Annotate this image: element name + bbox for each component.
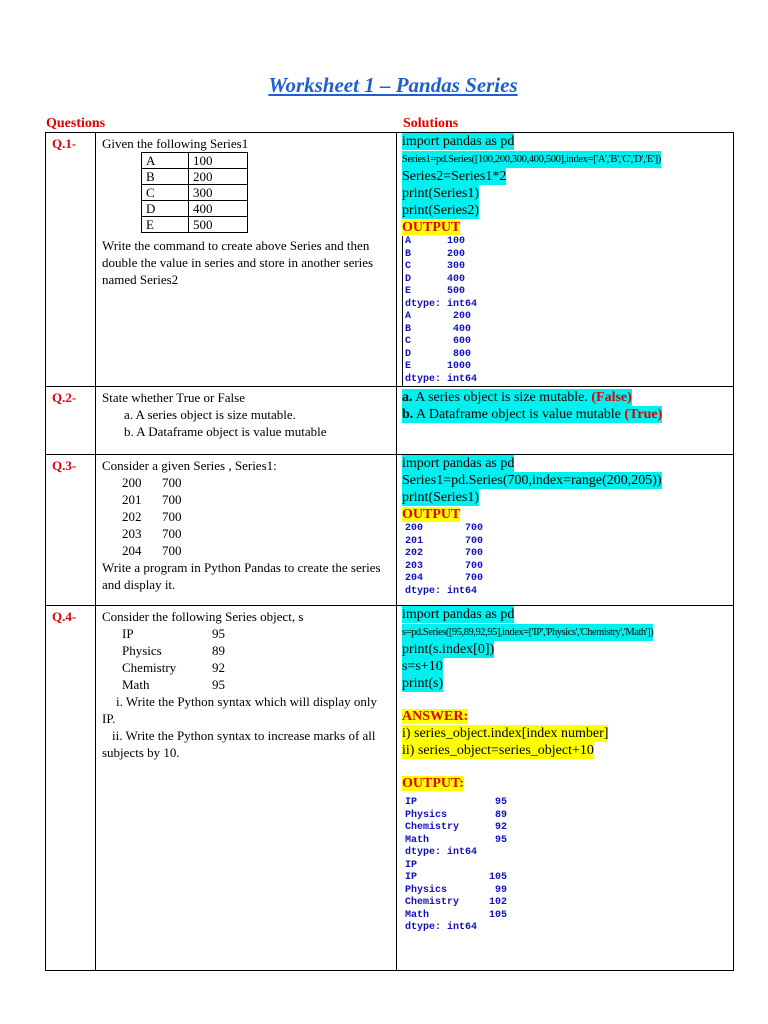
output-label: OUTPUT xyxy=(402,220,461,235)
code-line: print(s.index[0]) xyxy=(402,642,495,657)
answer-line: b. A Dataframe object is value mutable (True) xyxy=(402,407,663,422)
series-table-row xyxy=(142,185,248,201)
question-item: a. A series object is size mutable. xyxy=(124,407,296,422)
series-value: 100 xyxy=(189,153,248,169)
question-intro: Consider the following Series object, s xyxy=(102,609,304,624)
code-line: s=s+10 xyxy=(402,659,443,674)
code-line: Series2=Series1*2 xyxy=(402,169,507,184)
series-index: A xyxy=(142,153,189,169)
output-label: OUTPUT: xyxy=(402,776,464,791)
series-index: E xyxy=(142,217,189,233)
solutions-header: Solutions xyxy=(403,116,459,131)
series-value: 400 xyxy=(189,201,248,217)
series-table-row xyxy=(142,169,248,185)
series-pair: 201 700 xyxy=(122,492,182,507)
series-pair: 202 700 xyxy=(122,509,182,524)
answer-line: a. A series object is size mutable. (False) xyxy=(402,390,632,405)
answer-line: i) series_object.index[index number] xyxy=(402,726,609,741)
series-value: 500 xyxy=(189,217,248,233)
series-index: D xyxy=(142,201,189,217)
question-intro: Given the following Series1 xyxy=(102,136,249,151)
question-intro: Consider a given Series , Series1: xyxy=(102,458,277,473)
question-row-2 xyxy=(46,387,734,455)
answer-label: ANSWER: xyxy=(402,709,469,724)
questions-header: Questions xyxy=(46,116,106,131)
series-pair: 204 700 xyxy=(122,543,182,558)
sub-question-i: i. Write the Python syntax which will display only IP. xyxy=(102,694,378,726)
question-number: Q.1- xyxy=(46,133,96,387)
series-table-row xyxy=(142,201,248,217)
series-table-row xyxy=(142,153,248,169)
output-block: A 100 B 200 C 300 D 400 E 500 dtype: int64 A 200 B 400 C 600 D 800 E 1000 dtype: int64 xyxy=(402,236,477,386)
question-row-4 xyxy=(46,606,734,971)
answer-line: ii) series_object=series_object+10 xyxy=(402,743,594,758)
code-line: Series1=pd.Series([100,200,300,400,500],index=['A','B','C','D','E']) xyxy=(402,151,661,168)
series-index: C xyxy=(142,185,189,201)
code-line: print(Series2) xyxy=(402,203,479,218)
series-table-row xyxy=(142,217,248,233)
worksheet-title: Worksheet 1 – Pandas Series xyxy=(268,73,518,97)
question-text: Write the command to create above Series and then double the value in series and store in another series named Series2 xyxy=(102,238,374,287)
series-pair: 203 700 xyxy=(122,526,182,541)
code-line: s=pd.Series([95,89,92,95],index=['IP','Physics','Chemistry','Math']) xyxy=(402,624,653,641)
code-line: Series1=pd.Series(700,index=range(200,205)) xyxy=(402,473,662,488)
question-number: Q.4- xyxy=(46,606,96,971)
question-row-3 xyxy=(46,455,734,606)
output-block: IP 95 Physics 89 Chemistry 92 Math 95 dtype: int64 IP IP 105 Physics 99 Chemistry 102 Math 105 dtype: int64 xyxy=(405,797,508,933)
series-pair: Chemistry 92 xyxy=(122,660,225,675)
code-line: print(s) xyxy=(402,676,444,691)
series-value: 200 xyxy=(189,169,248,185)
sub-question-ii: ii. Write the Python syntax to increase marks of all subjects by 10. xyxy=(102,728,376,760)
output-block: 200 700 201 700 202 700 203 700 204 700 dtype: int64 xyxy=(405,523,484,597)
question-item: b. A Dataframe object is value mutable xyxy=(124,424,327,439)
code-line: import pandas as pd xyxy=(402,134,515,149)
output-label: OUTPUT xyxy=(402,507,461,522)
question-intro: State whether True or False xyxy=(102,390,245,405)
question-text: Write a program in Python Pandas to create the series and display it. xyxy=(102,560,381,592)
question-number: Q.3- xyxy=(46,455,96,606)
series-pair: Physics 89 xyxy=(122,643,225,658)
code-line: print(Series1) xyxy=(402,490,479,505)
code-line: import pandas as pd xyxy=(402,607,515,622)
series-index: B xyxy=(142,169,189,185)
worksheet-table xyxy=(45,132,734,971)
question-row-1 xyxy=(46,133,734,387)
series-table xyxy=(141,152,248,233)
code-line: print(Series1) xyxy=(402,186,479,201)
series-pair: 200 700 xyxy=(122,475,182,490)
series-value: 300 xyxy=(189,185,248,201)
series-pair: Math 95 xyxy=(122,677,225,692)
code-line: import pandas as pd xyxy=(402,456,515,471)
question-number: Q.2- xyxy=(46,387,96,455)
series-pair: IP 95 xyxy=(122,626,225,641)
